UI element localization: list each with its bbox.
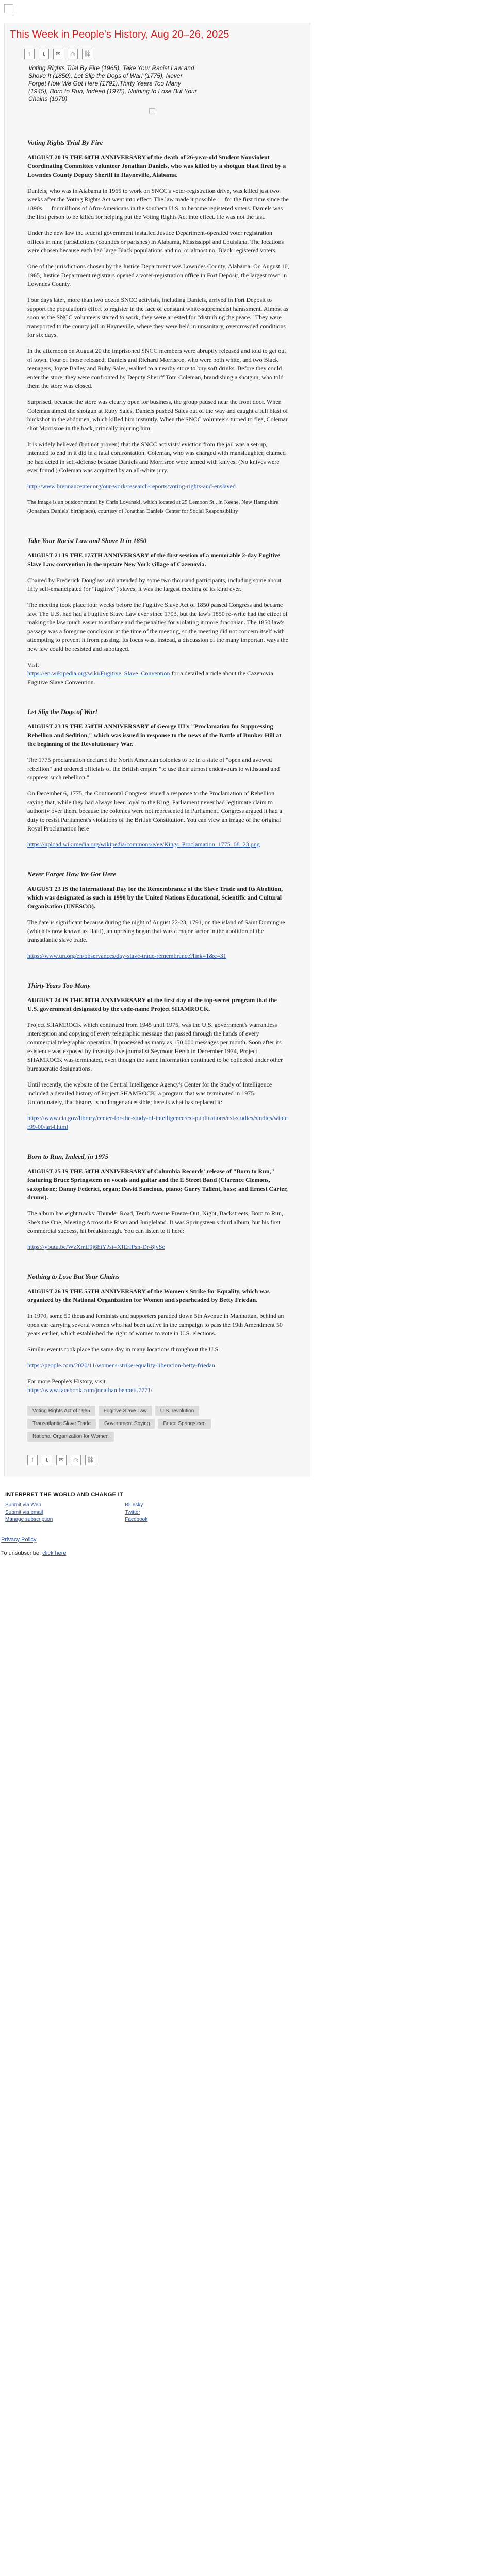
link-icon[interactable]: ⛓	[85, 1455, 95, 1465]
article-heading: Voting Rights Trial By Fire	[27, 139, 103, 146]
article-paragraph: In the afternoon on August 20 the imprisoned SNCC members were abruptly released and told to get out of town. Four of those released, Daniels and Richard Morrisroe, who were both white, and two Black teenagers, Joyce Bailey and Ruby Sales, walked to a nearby store to buy soft drinks. Before they could enter the store, they were confronted by Deputy Sheriff Tom Coleman, brandishing a shotgun, who told them the store was closed.	[27, 347, 286, 389]
article-paragraph: The date is significant because during the night of August 22-23, 1791, on the island of Saint Domingue (which is now known as Haiti), an uprising began that was a major factor in the abolition of the transatlantic slave trade.	[27, 919, 285, 943]
visit-suffix: for a detailed article about the Cazenovia Fugitive Slave Convention.	[27, 670, 273, 686]
submit-web-link[interactable]: Submit via Web	[5, 1502, 41, 1508]
article-link[interactable]: https://en.wikipedia.org/wiki/Fugitive_Slave_Convention	[27, 670, 170, 677]
logo-placeholder-icon	[4, 4, 13, 13]
unsubscribe-link[interactable]: click here	[42, 1550, 67, 1556]
article-paragraph: AUGUST 26 IS THE 55TH ANNIVERSARY of the Women's Strike for Equality, which was organized by the National Organization for Women and spearheaded by Betty Friedan.	[27, 1287, 270, 1303]
article-paragraph: Chaired by Frederick Douglass and attended by some two thousand participants, including some about fifty self-emancipated (or "fugitive") slaves, it was the largest meeting of its kind ever.	[27, 577, 282, 592]
article-paragraph: It is widely believed (but not proven) that the SNCC activists' eviction from the jail was a set-up, intended to end in it did in a fatal confrontation. Coleman, who was charged with manslaughter, claimed he had acted in self-defense because Daniels and Morrisroe were armed with knives. (No knives were ever found.) Coleman was acquitted by an all-white jury.	[27, 440, 286, 474]
article-heading: Never Forget How We Got Here	[27, 870, 116, 878]
facebook-icon[interactable]: f	[24, 49, 35, 59]
article-heading: Nothing to Lose But Your Chains	[27, 1273, 120, 1280]
print-icon[interactable]: ⎙	[68, 49, 78, 59]
article-link[interactable]: https://www.cia.gov/library/center-for-the-study-of-intelligence/csi-publications/csi-studies/studies/winter99-00/art4.html	[27, 1114, 288, 1130]
article-paragraph: AUGUST 23 IS THE 250TH ANNIVERSARY of George III's "Proclamation for Suppressing Rebellion and Sedition," which was issued in response to the news of the Battle of Bunker Hill at the beginning of the Revolutionary War.	[27, 723, 282, 748]
footer	[5, 1492, 492, 1523]
article-paragraph: On December 6, 1775, the Continental Congress issued a response to the Proclamation of Rebellion saying that, while they had always been loyal to the King, Parliament never had legitimate claim to authority over them, because the colonies were not represented in Parliament. Congress argued it had a duty to resist Parliament's violations of the British Constitution. You can view an image of the original Royal Proclamation here	[27, 790, 282, 832]
article-paragraph: Similar events took place the same day in many locations throughout the U.S.	[27, 1346, 220, 1353]
email-icon[interactable]: ✉	[53, 49, 63, 59]
article-paragraph: Daniels, who was in Alabama in 1965 to work on SNCC's voter-registration drive, was killed just two weeks after the Voting Rights Act went into effect. The law made it possible — for the first time since the 1890s — for millions of Afro-Americans in the southern U.S. to become registered voters. Daniels was the first person to be killed for helping put the Voting Rights Act into effect. He was not the last.	[27, 187, 289, 221]
tag-chip[interactable]: Voting Rights Act of 1965	[27, 1406, 95, 1416]
unsubscribe-row	[1, 1550, 492, 1556]
tag-chip[interactable]: U.S. revolution	[155, 1406, 200, 1416]
article-paragraph: Four days later, more than two dozen SNCC activists, including Daniels, arrived in Fort Deposit to support the population's effort to register in the face of constant white-supremacist harassment. Almost as soon as the SNCC volunteers started to work, they were arrested for "disturbing the peace." They were transported to the county jail in Hayneville, where they were held in unsanitary, overcrowded conditions for six days.	[27, 296, 289, 338]
footer-columns	[5, 1502, 492, 1523]
article-link[interactable]: https://upload.wikimedia.org/wikipedia/commons/e/ee/Kings_Proclamation_1775_08_23.png	[27, 841, 260, 848]
tag-list	[5, 1402, 270, 1442]
submit-email-link[interactable]: Submit via email	[5, 1510, 43, 1515]
tag-chip[interactable]: Fugitive Slave Law	[99, 1406, 152, 1416]
privacy-policy-link[interactable]: Privacy Policy	[1, 1537, 37, 1543]
article-paragraph: Under the new law the federal government installed Justice Department-operated voter registration offices in nine jurisdictions (counties or parishes) in Alabama, Mississippi and Louisiana. The locations were chosen because each had large Black populations and no, or almost no, Black registered voters.	[27, 229, 284, 254]
article-paragraph: AUGUST 23 IS the International Day for the Remembrance of the Slave Trade and Its Abolition, which was designated as such in 1998 by the United Nations Educational, Scientific and Cultural Organization (UNESCO).	[27, 885, 283, 910]
article-paragraph: The 1775 proclamation declared the North American colonies to be in a state of "open and avowed rebellion" and ordered officials of the British empire "to use their utmost endeavours to withstand and suppress such rebellion."	[27, 756, 280, 781]
article-link[interactable]: https://people.com/2020/11/womens-strike-equality-liberation-betty-friedan	[27, 1362, 215, 1369]
article-paragraph: Surprised, because the store was clearly open for business, the group paused near the front door. When Coleman aimed the shotgun at Ruby Sales, Daniels pushed Sales out of the way and caught a full blast of buckshot in the abdomen, which killed him instantly. When the SNCC volunteers turned to flee, Coleman shot Morrisroe in the back, critically injuring him.	[27, 398, 289, 432]
more-label: For more People's History, visit	[27, 1378, 106, 1385]
lead-image-placeholder	[149, 108, 155, 114]
tag-chip[interactable]: National Organization for Women	[27, 1432, 114, 1442]
twitter-link[interactable]: Twitter	[125, 1510, 140, 1515]
article-paragraph: Project SHAMROCK which continued from 1945 until 1975, was the U.S. government's warrantless interception and copying of every telegraphic message that passed through the hands of every commercial telegraphic operation. It processed as many as 150,000 messages per month. Soon after its existence was exposed by investigative journalist Seymour Hersh in December 1974, Project SHAMROCK was terminated, even though the same information continued to be collected under other bureaucratic designations.	[27, 1021, 283, 1072]
article-heading: Thirty Years Too Many	[27, 981, 91, 989]
article-heading: Let Slip the Dogs of War!	[27, 708, 98, 716]
twitter-icon[interactable]: t	[39, 49, 49, 59]
article-paragraph: AUGUST 20 IS THE 60TH ANNIVERSARY of the death of 26-year-old Student Nonviolent Coordinating Committee volunteer Jonathan Daniels, who was killed by a shotgun blast fired by a Lowndes County Deputy Sheriff in Hayneville, Alabama.	[27, 154, 286, 178]
link-icon[interactable]: ⛓	[82, 49, 92, 59]
article-paragraph: AUGUST 25 IS THE 50TH ANNIVERSARY of Columbia Records' release of "Born to Run," featuring Bruce Springsteen on vocals and guitar and the E Street Band (Clarence Clemons, saxophone; Danny Federici, organ; David Sancious, piano; Garry Tallent, bass; and Ernest Carter, drums).	[27, 1167, 288, 1201]
newsletter-title[interactable]: This Week in People's History, Aug 20–26, 2025	[10, 29, 229, 40]
email-icon[interactable]: ✉	[56, 1455, 67, 1465]
bottom-share-icons	[5, 1442, 310, 1465]
article-paragraph: AUGUST 24 IS THE 80TH ANNIVERSARY of the first day of the top-secret program that the U.S. government designated by the code-name Project SHAMROCK.	[27, 996, 277, 1012]
footer-title: INTERPRET THE WORLD AND CHANGE IT	[5, 1492, 123, 1498]
newsletter-card	[4, 23, 310, 1476]
article-paragraph: One of the jurisdictions chosen by the Justice Department was Lowndes County, Alabama. On August 10, 1965, Justice Department registrars opened a voter-registration office in Fort Deposit, the largest town in Lowndes County.	[27, 263, 289, 287]
article-paragraph: AUGUST 21 IS THE 175TH ANNIVERSARY of the first session of a memorable 2-day Fugitive Slave Law convention in the upstate New York village of Cazenovia.	[27, 552, 281, 568]
tag-chip[interactable]: Transatlantic Slave Trade	[27, 1419, 96, 1429]
articles	[5, 138, 310, 1395]
twitter-icon[interactable]: t	[42, 1455, 52, 1465]
header-preview	[0, 0, 492, 13]
facebook-link[interactable]: Facebook	[125, 1517, 148, 1522]
article-link[interactable]: http://www.brennancenter.org/our-work/research-reports/voting-rights-and-enslaved	[27, 483, 236, 490]
article-paragraph: Until recently, the website of the Central Intelligence Agency's Center for the Study of Intelligence included a detailed history of Project SHAMROCK, a program that was terminated in 1975. Unfortunately, that history is no longer accessible; here is what has replaced it:	[27, 1081, 272, 1106]
footer-col-submit	[5, 1502, 53, 1523]
privacy-row	[1, 1537, 492, 1543]
article-heading: Born to Run, Indeed, in 1975	[27, 1153, 109, 1160]
tag-chip[interactable]: Government Spying	[99, 1419, 155, 1429]
article-paragraph: The meeting took place four weeks before the Fugitive Slave Act of 1850 passed Congress and became law. The U.S. had had a Fugitive Slave Law ever since 1793, but the law's 1850 re-write had the effect of making the law much easier to enforce and the penalties for violating it more draconian. The 1850 law's passage was a foregone conclusion at the time of the meeting, so the meeting did not concern itself with attempting to prevent it from passing. Its focus was, instead, a discussion of the many important ways the new law could be resisted and sabotaged.	[27, 601, 288, 652]
visit-label: Visit	[27, 661, 39, 668]
facebook-icon[interactable]: f	[27, 1455, 38, 1465]
bluesky-link[interactable]: Bluesky	[125, 1502, 143, 1508]
article-paragraph: The album has eight tracks: Thunder Road, Tenth Avenue Freeze-Out, Night, Backstreets, Born to Run, She's the One, Meeting Across the River and Jungleland. It was Springsteen's third album, but his first commercial success, hit breakthrough. You can listen to it here:	[27, 1210, 284, 1234]
facebook-link[interactable]: https://www.facebook.com/jonathan.bennett.7771/	[27, 1386, 153, 1394]
share-icons	[5, 41, 310, 61]
visit-paragraph	[27, 660, 289, 687]
article-heading: Take Your Racist Law and Shove It in 1850	[27, 537, 147, 545]
lead-summary: Voting Rights Trial By Fire (1965), Take Your Racist Law and Shove It (1850), Let Slip the Dogs of War! (1775), Never Forget How We Got Here (1791),Thirty Years Too Many (1945), Born to Run, Indeed (1975), Nothing to Lose But Your Chains (1970)	[28, 64, 197, 103]
unsubscribe-prefix: To unsubscribe,	[1, 1550, 41, 1556]
article-link[interactable]: https://www.un.org/en/observances/day-slave-trade-remembrance?link=1&c=31	[27, 952, 226, 959]
image-caption: The image is an outdoor mural by Chris Lovanski, which located at 25 Lemoon St., in Keene, New Hampshire (Jonathan Daniels' birthplace), courtesy of Jonathan Daniels Center for Social Responsibility	[27, 499, 278, 514]
manage-subscription-link[interactable]: Manage subscription	[5, 1517, 53, 1522]
print-icon[interactable]: ⎙	[71, 1455, 81, 1465]
article-paragraph: In 1970, some 50 thousand feminists and supporters paraded down 5th Avenue in Manhattan, behind an open car carrying several women who had been active in the campaign to pass the 19th Amendment 50 years earlier, which established the right of women to vote in U.S. elections.	[27, 1312, 284, 1337]
tag-chip[interactable]: Bruce Springsteen	[158, 1419, 210, 1429]
article-link[interactable]: https://youtu.be/WzXmE9j6hiY?si=XIErfPsh-Dr-8jvSe	[27, 1243, 165, 1250]
footer-col-social	[125, 1502, 147, 1523]
